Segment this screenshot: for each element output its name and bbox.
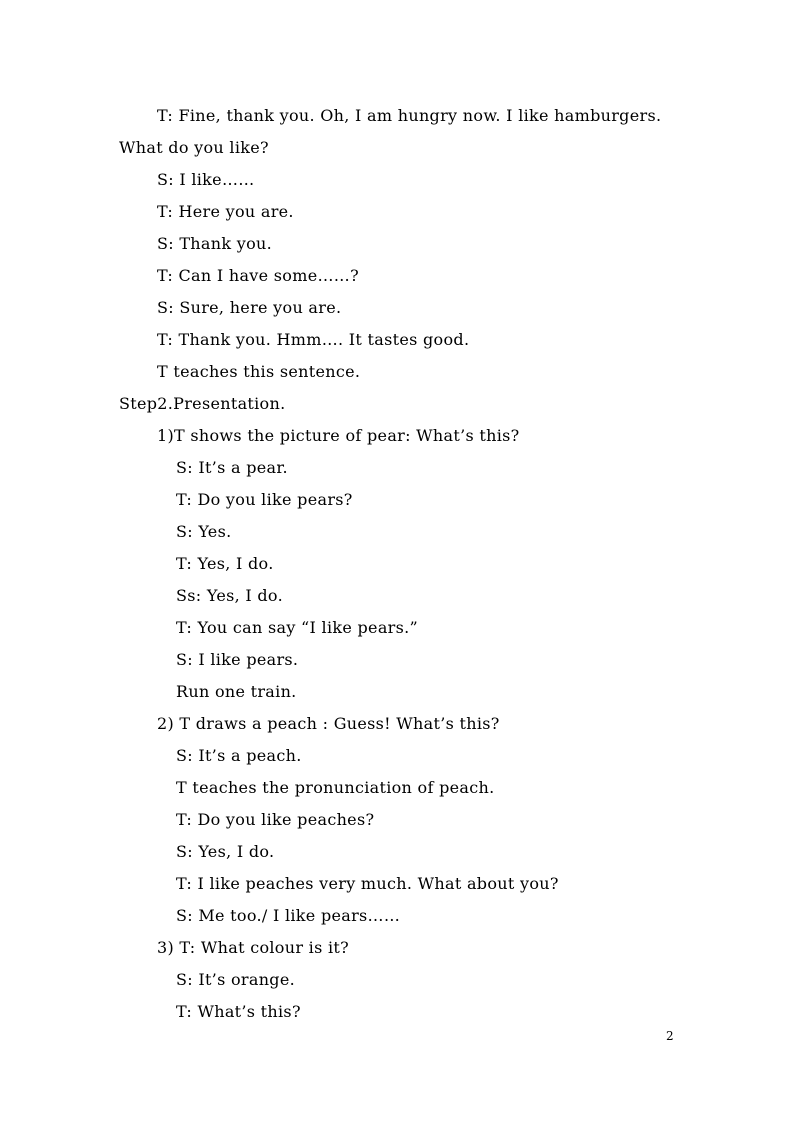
text-line: 2) T draws a peach : Guess! What’s this?	[157, 714, 500, 733]
text-line: T: I like peaches very much. What about you?	[176, 874, 559, 893]
text-line: S: Yes.	[176, 522, 232, 541]
text-line: T: Do you like peaches?	[176, 810, 375, 829]
text-line: T: Do you like pears?	[176, 490, 353, 509]
text-line: T teaches this sentence.	[157, 362, 361, 381]
text-line: T: Thank you. Hmm…. It tastes good.	[157, 330, 470, 349]
text-line: S: Yes, I do.	[176, 842, 275, 861]
page-number: 2	[666, 1029, 674, 1043]
text-line: S: Me too./ I like pears……	[176, 906, 401, 925]
text-line: T: Fine, thank you. Oh, I am hungry now. I like hamburgers.	[157, 106, 662, 125]
text-line: T: Yes, I do.	[176, 554, 274, 573]
text-line: S: I like pears.	[176, 650, 299, 669]
text-line: What do you like?	[119, 138, 269, 157]
text-line: T: You can say “I like pears.”	[176, 618, 418, 637]
text-line: Run one train.	[176, 682, 297, 701]
section-heading: Step2.Presentation.	[119, 394, 286, 413]
text-line: S: I like……	[157, 170, 255, 189]
text-line: T: Here you are.	[157, 202, 294, 221]
text-line: S: It’s a pear.	[176, 458, 288, 477]
text-line: Ss: Yes, I do.	[176, 586, 283, 605]
text-line: S: It’s a peach.	[176, 746, 302, 765]
text-line: S: Thank you.	[157, 234, 273, 253]
text-line: T teaches the pronunciation of peach.	[176, 778, 495, 797]
text-line: T: What’s this?	[176, 1002, 301, 1021]
text-line: T: Can I have some……?	[157, 266, 359, 285]
text-line: 3) T: What colour is it?	[157, 938, 350, 957]
text-line: S: Sure, here you are.	[157, 298, 342, 317]
text-line: 1)T shows the picture of pear: What’s this?	[157, 426, 520, 445]
text-line: S: It’s orange.	[176, 970, 295, 989]
